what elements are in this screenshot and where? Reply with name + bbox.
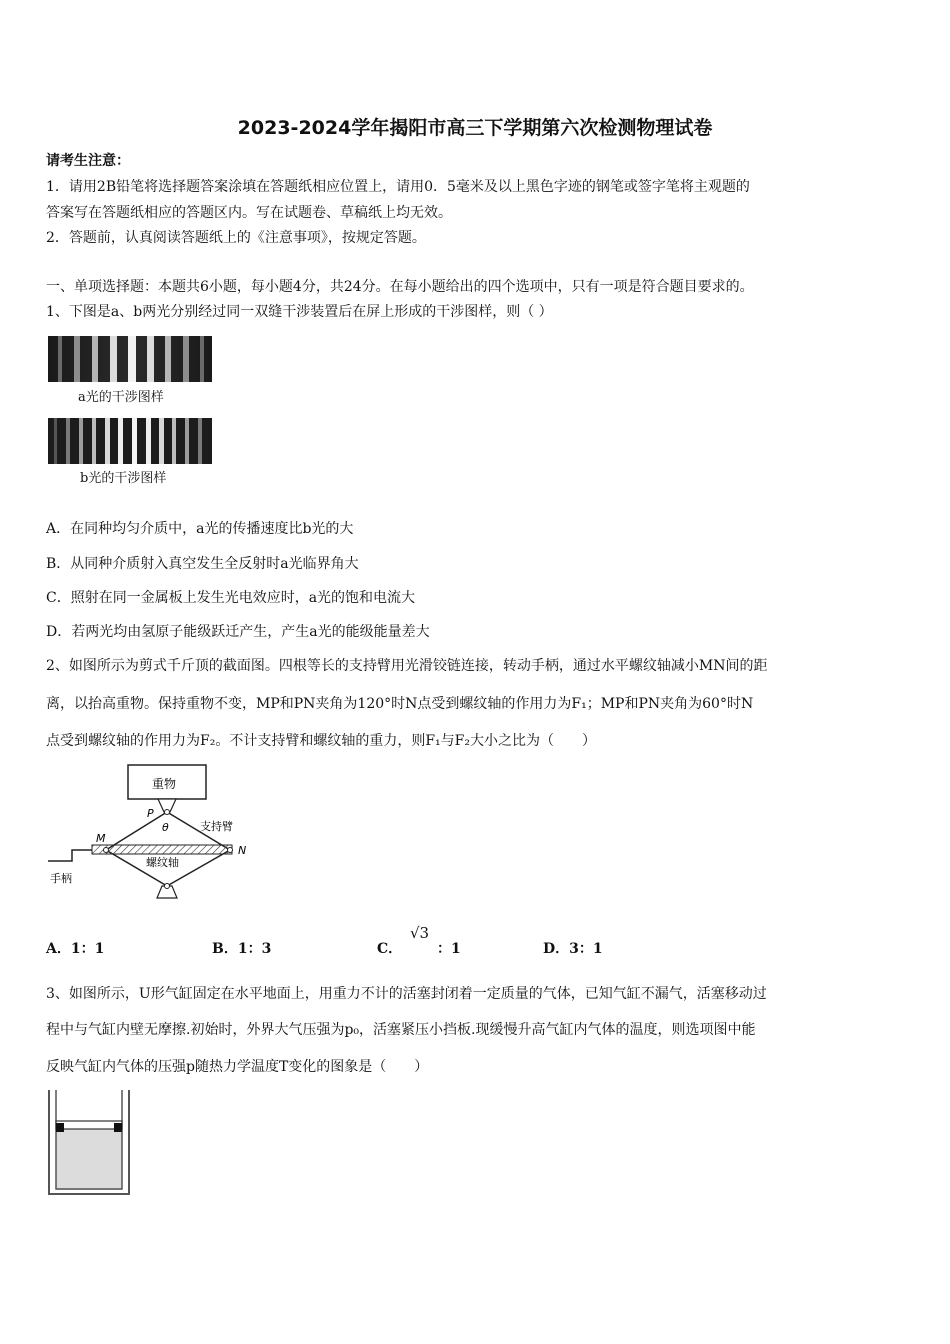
q3-stem-line-2: 程中与气缸内壁无摩擦.初始时，外界大气压强为p₀，活塞紧压小挡板.现缓慢升高气缸内气体的温度，则选项图中能 (46, 1022, 756, 1038)
q3-stem-line-1: 3、如图所示，U形气缸固定在水平地面上，用重力不计的活塞封闭着一定质量的气体，已知气缸不漏气，活塞移动过 (46, 986, 767, 1002)
label-theta: θ (162, 821, 169, 834)
label-p: P (147, 807, 154, 820)
label-handle: 手柄 (50, 872, 72, 885)
u-cylinder-figure (46, 1088, 132, 1196)
interference-pattern-a (48, 336, 212, 382)
q1-option-c: C．照射在同一金属板上发生光电效应时，a光的饱和电流大 (46, 590, 416, 606)
page-title: 2023-2024学年揭阳市高三下学期第六次检测物理试卷 (237, 117, 713, 139)
q2-option-c-suffix: ：1 (437, 941, 461, 957)
caption-a: a光的干涉图样 (78, 390, 164, 405)
q2-stem-line-3: 点受到螺纹轴的作用力为F₂。不计支持臂和螺纹轴的重力，则F₁与F₂大小之比为（ ） (46, 733, 596, 749)
label-weight: 重物 (152, 777, 177, 791)
notice-line-1a: 1．请用2B铅笔将选择题答案涂填在答题纸相应位置上，请用0．5毫米及以上黑色字迹的钢笔或签字笔将主观题的 (46, 179, 750, 195)
caption-b: b光的干涉图样 (80, 471, 167, 486)
scissor-jack-figure (44, 760, 259, 905)
q1-option-d: D．若两光均由氢原子能级跃迁产生，产生a光的能级能量差大 (46, 624, 430, 640)
q2-option-d: D．3：1 (543, 941, 603, 957)
q2-stem-line-2: 离，以抬高重物。保持重物不变，MP和PN夹角为120°时N点受到螺纹轴的作用力为F₁；MP和PN夹角为60°时N (46, 696, 754, 712)
notice-line-2: 2．答题前，认真阅读答题纸上的《注意事项》，按规定答题。 (46, 230, 426, 246)
notice-heading: 请考生注意： (46, 153, 130, 169)
q2-stem-line-1: 2、如图所示为剪式千斤顶的截面图。四根等长的支持臂用光滑铰链连接，转动手柄，通过水平螺纹轴减小MN间的距 (46, 658, 768, 674)
interference-pattern-b (48, 418, 212, 464)
q2-option-b: B．1：3 (212, 941, 272, 957)
q1-stem: 1、下图是a、b两光分别经过同一双缝干涉装置后在屏上形成的干涉图样，则（ ） (46, 304, 553, 320)
label-m: M (96, 832, 106, 845)
notice-line-1b: 答案写在答题纸相应的答题区内。写在试题卷、草稿纸上均无效。 (46, 205, 452, 221)
q2-option-a: A．1：1 (46, 941, 105, 957)
label-screw: 螺纹轴 (146, 856, 179, 869)
q2-option-c-prefix: C． (377, 941, 403, 957)
q1-option-a: A．在同种均匀介质中，a光的传播速度比b光的大 (46, 521, 354, 537)
q3-stem-line-3: 反映气缸内气体的压强p随热力学温度T变化的图象是（ ） (46, 1059, 429, 1075)
q1-option-b: B．从同种介质射入真空发生全反射时a光临界角大 (46, 556, 359, 572)
section-heading: 一、单项选择题：本题共6小题，每小题4分，共24分。在每小题给出的四个选项中，只有一项是符合题目要求的。 (46, 279, 754, 295)
label-n: N (238, 844, 247, 857)
sqrt3-symbol: √3 (410, 924, 430, 942)
label-arm: 支持臂 (200, 820, 233, 833)
